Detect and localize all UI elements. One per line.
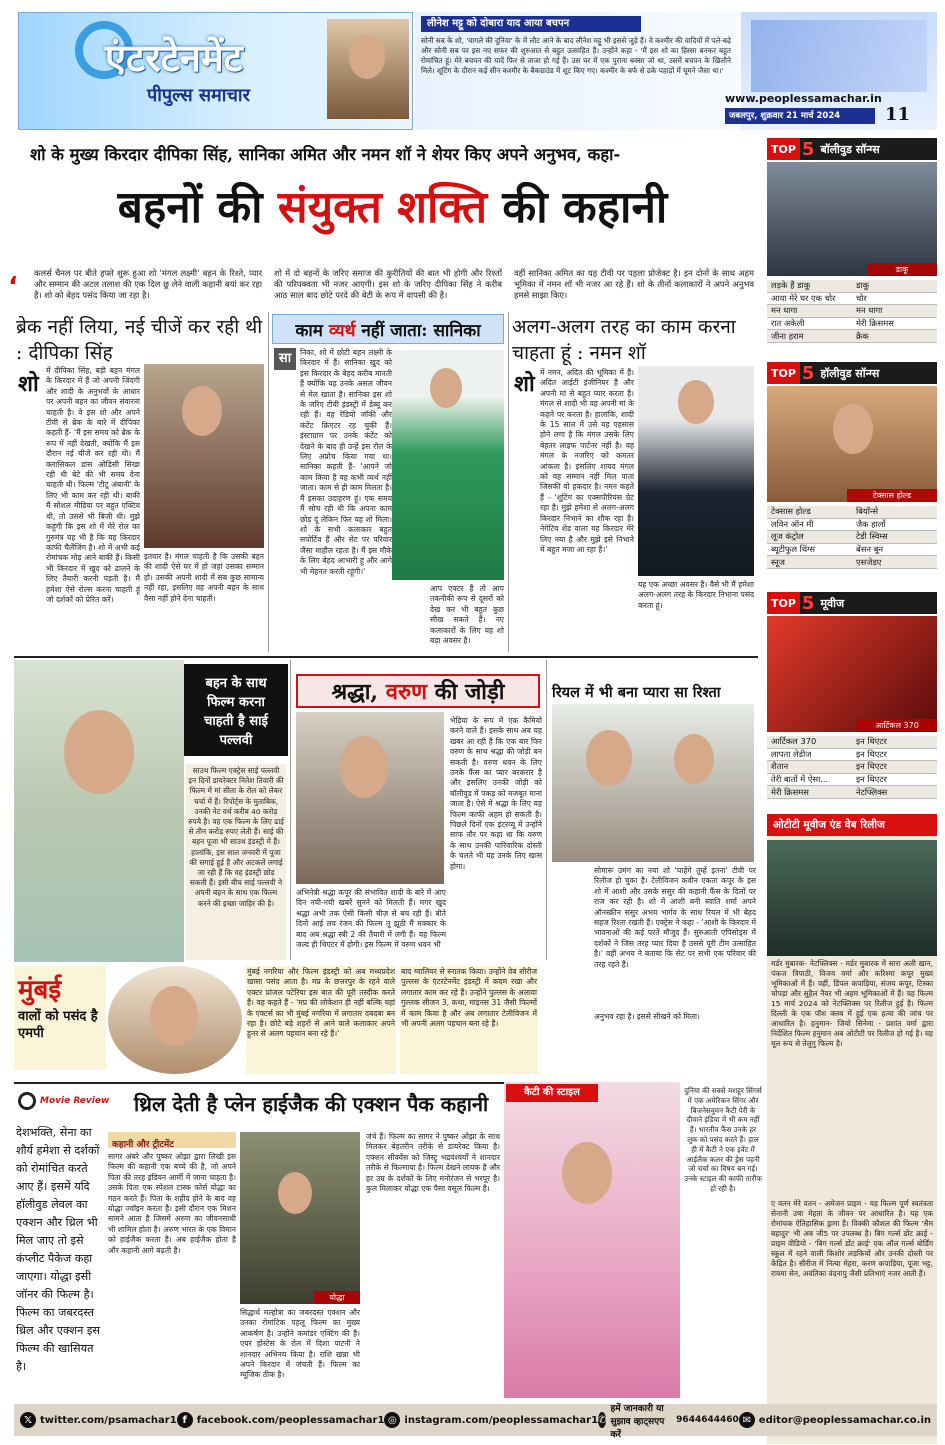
- mumbai-sub: वालों को पसंद है एमपी: [18, 1009, 98, 1041]
- instagram-icon: ◎: [384, 1412, 400, 1428]
- list-item-title: शैतान: [771, 761, 789, 772]
- five-label: 5: [801, 592, 815, 614]
- ott-body-2: ए वतन मेरे वतन - अमेजन प्राइम - यह फिल्म पूर्ण स्वतंत्रता सेनानी उषा मेहता के जीवन पर आधारित है। यह एक रोमांचक ऐतिहासिक ड्रामा है। विक्की कौशल की फिल्म 'सैम बहादुर' भी अब जी5 पर उपलब्ध है। बिग गर्ल्स डोंट क्राई - प्राइम वीडियो - 'बिग गर्ल्स डोंट क्राई' एक ऑल गर्ल्स बोर्डिंग स्कूल में रहने वाली किशोर लड़कियों और उनकी दोस्ती पर केंद्रित है। सीरीज में नित्या मेहरा, करण कपाड़िया, पूजा भट्ट, रायमा सेन, अवंतिका वंदनापु जैसी प्रतिभाएं नजर आती हैं।: [771, 1199, 933, 1278]
- list-item: [767, 506, 937, 519]
- list-item: [767, 305, 937, 318]
- footer-bar: [14, 1403, 937, 1440]
- bhumi-heading: रियल में भी बना प्यारा सा रिश्ता: [552, 684, 721, 701]
- list-item: [767, 749, 937, 762]
- ott-section: [767, 814, 937, 1444]
- music-graphic: [751, 20, 927, 92]
- face-shape: [430, 368, 462, 408]
- sanika-heading-highlight: व्यर्थ: [328, 320, 356, 341]
- whatsapp-text: हमें जानकारी या सुझाव व्हाट्सएप करें: [610, 1403, 665, 1440]
- review-badge-label: Movie Review: [40, 1096, 110, 1106]
- face-shape: [833, 404, 873, 454]
- review-body-3: जंचे हैं। फिल्म का सागर ने पुष्कर ओझा के साथ मिलकर बेहतरीन तरीके से डायरेक्ट किया है। एक्शन सीक्वेंस को जिस्ट्रू भद्रवंश्वर्यों ने शानदार तरीके से फिल्माया है। फिल्म देखने लायक है और हर उम्र के दर्शकों के लिए मनोरंजन से भरपूर है। कुल मिलाकर योद्धा एक पैसा वसूल फिल्म है।: [366, 1132, 500, 1194]
- lead-headline: [25, 175, 760, 235]
- face-shape: [678, 380, 714, 424]
- mumbai-body: मुंबई नगरिया और फिल्म इंडस्ट्री को अब मध्यप्रदेश खासा पसंद आता है। मप्र के छत्तरपुर के रहने वाले एक्टर प्रांजल पटेरिया इस बात की पूरी तस्दीक करते हैं। वह कहते हैं - 'मप्र की लोकेशन ही नहीं बल्कि यहां के एक्टर्स का भी मुंबई नगरिया में लगातार दबदबा बन रहा है। छोटे बड़े शहरों से आने वाले कलाकार अपने हुनर से अलग पहचान बना रहे हैं।': [246, 966, 396, 1074]
- list-item-title: आया मेरे घर एक चोर: [771, 292, 836, 303]
- sai-heading-box: [184, 664, 288, 756]
- shraddha-heading: [332, 676, 505, 706]
- list-item-title: मन धागा: [771, 305, 798, 316]
- face-shape: [182, 386, 222, 436]
- lead-kicker: शो के मुख्य किरदार दीपिका सिंह, सानिका अमित और नमन शॉ ने शेयर किए अपने अनुभव, कहा-: [30, 145, 621, 164]
- lead-intro-3: वहीं सानिका अमित का यह टीवी पर पहला प्रोजेक्ट है। इन दोनों के साथ अहम भूमिका में नमन शॉ भी नजर आ रहे हैं। शो के तीनों कलाकारों ने अपने अनुभव हमसे साझा किए।: [514, 268, 754, 300]
- shraddha-body-1: अभिनेत्री श्रद्धा कपूर की संभावित शादी के बारे में आए दिन नयी-नयी खबरें सुनने को मिलती हैं। मगर खुद श्रद्धा अभी तक ऐसी किसी चीज़ से बच रही हैं। बीते दिनों आई लव रंजन की फिल्म तू झूठी मैं मक्कार के बाद अब श्रद्धा स्त्री 2 की तैयारी में लगी हैं। यह फिल्म जल्द ही थिएटर में होगी। इस फिल्म में वरुण धवन भी: [296, 888, 446, 950]
- katy-body: दुनिया की सबसे मशहूर सिंगर्स में एक अमेरिकन सिंगर और बिजनेसवुमन कैटी पेरी के दीवाने इंडिया में भी कम नहीं हैं। भारतीय फैंस उनके हर लुक को पसंद करते हैं। हाल ही में कैटी ने एक इवेंट में आईलैक कलर की ड्रेस पहनी जो चर्चा का विषय बन गई। उनके स्टाइल की काफी तारीफ हो रही है।: [684, 1086, 762, 1193]
- website-url[interactable]: www.peoplessamachar.in: [725, 92, 882, 105]
- hollywood-caption: टेक्सास होल्ड: [847, 489, 937, 502]
- list-item-source: इन थिएटर: [856, 761, 887, 772]
- sanika-heading-part-1: काम: [295, 320, 329, 341]
- list-item-title: स्नूज: [771, 556, 785, 567]
- list-item: [767, 774, 937, 787]
- list-item-source: इन थिएटर: [856, 748, 887, 759]
- review-headline: थ्रिल देती है प्लेन हाईजैक की एक्शन पैक कहानी: [134, 1092, 489, 1116]
- sanika-photo: [392, 350, 504, 580]
- five-label: 5: [801, 362, 815, 384]
- facebook-handle: facebook.com/peoplessamachar1: [196, 1414, 385, 1426]
- list-item-title: टेक्सास होल्ड: [771, 506, 811, 517]
- story-title-bar: [421, 16, 641, 32]
- face-shape: [562, 1142, 612, 1204]
- column-rule: [268, 312, 269, 652]
- headline-part-2: की कहानी: [487, 182, 668, 233]
- list-item: [767, 531, 937, 544]
- review-photo: [240, 1132, 360, 1304]
- list-item-title: लापता लेडीज: [771, 748, 812, 759]
- deepika-dropcap: शो: [18, 371, 39, 397]
- lead-quote-mark: ‘: [8, 272, 18, 302]
- masthead: [18, 12, 413, 130]
- list-item-source: इन थिएटर: [856, 736, 887, 747]
- naman-dropcap: शो: [514, 371, 535, 397]
- face-shape: [586, 730, 632, 786]
- list-item: [767, 761, 937, 774]
- naman-body-2: यह एक अच्छा अवसर है। वैसे भी मैं हमेशा अलग-अलग तरह के किरदार निभाना पसंद करता हूं।: [638, 580, 754, 610]
- list-item-source: डाकू: [856, 280, 869, 291]
- ott-photo: [767, 840, 937, 956]
- list-item: [767, 280, 937, 293]
- deepika-heading: ब्रेक नहीं लिया, नई चीजें कर रही थी : दीपिका सिंह: [16, 316, 263, 364]
- header-portrait-photo: [327, 19, 409, 119]
- review-subhead: कहानी और ट्रीटमेंट: [112, 1140, 174, 1150]
- bollywood-title: बॉलीवुड सॉन्ग्स: [820, 142, 880, 156]
- dateline: [725, 108, 875, 124]
- list-item-title: लूज कंट्रोल: [771, 531, 804, 542]
- footer-facebook[interactable]: [177, 1412, 385, 1428]
- mumbai-title: मुंबई: [18, 975, 62, 1005]
- list-item: [767, 736, 937, 749]
- face-shape: [340, 736, 388, 798]
- list-item-source: एसजेडए: [856, 556, 882, 567]
- section-rule: [14, 656, 758, 658]
- mumbai-photo: [108, 966, 242, 1074]
- list-item-source: बियॉन्से: [856, 506, 879, 517]
- sanika-heading-part-2: नहीं जाता: सानिका: [355, 320, 481, 341]
- footer-twitter[interactable]: [20, 1412, 177, 1428]
- movies-list: [767, 736, 937, 799]
- list-item: [767, 556, 937, 569]
- katy-photo: [504, 1082, 680, 1398]
- review-body-1: सागर अंबरे और पुष्कर ओझा द्वारा लिखी इस फिल्म की कहानी एक बच्चे की है, जो अपने पिता की तरह इंडियन आर्मी में जाना चाहता है। उसके पिता एक स्पेशल टास्क फोर्स योद्धा का गठन करते हैं। पिता के शहीद होने के बाद वह योद्धा ज्वॉइन करता है। इसी दौरान एक मिशन सामने आता है जिसमें अरुण का जीवनसाथी भी शामिल होता है। अरुण भारत के एक विमान को हाईजैक करता है। अब हाईजैक होता है और कहानी आगे बढ़ती है।: [108, 1152, 236, 1255]
- bhumi-photo: [552, 704, 754, 862]
- face-shape: [674, 734, 714, 784]
- footer-instagram[interactable]: [384, 1412, 598, 1428]
- hollywood-photo: [767, 386, 937, 502]
- sanika-body-2: आप एक्टर हैं तो आप तकनीकी रूप से दूसरों को देख कर भी बहुत कुछ सीख सकते हैं। नए कलाकारों के लिए यह शो बड़ा अवसर है।: [430, 584, 504, 646]
- mumbai-block: [14, 966, 106, 1070]
- footer-email[interactable]: [739, 1412, 931, 1428]
- email-address: editor@peoplessamachar.co.in: [758, 1414, 931, 1426]
- list-item: [767, 544, 937, 557]
- shraddha-heading-box: [296, 674, 540, 708]
- twitter-handle: twitter.com/psamachar1: [40, 1414, 177, 1426]
- five-label: 5: [801, 138, 815, 160]
- review-body-2: सिद्धार्थ मल्होत्रा का जबरदस्त एक्शन और उनका रोमांटिक पहलू फिल्म का मुख्य आकर्षण है। उन्होंने कमांडर एक्टिंग की है। एयर होस्टेस के रोल में दिशा पाटनी ने शानदार अभिनय किया है। राशि खन्ना भी अपने किरदार में जंचती हैं। फिल्म का म्यूजिक ठीक है।: [240, 1308, 360, 1380]
- katy-label: कैटी की स्टाइल: [506, 1084, 598, 1102]
- sai-pallavi-photo: [14, 660, 184, 962]
- shraddha-heading-part-1: श्रद्धा,: [331, 679, 386, 705]
- ott-body: मर्डर मुबारक- नेटफ्लिक्स - मर्डर मुबारक में सारा अली खान, पंकज त्रिपाठी, विजय वर्मा और करिश्मा कपूर मुख्य भूमिकाओं में हैं। वहीं, डिंपल कपाड़िया, संजय कपूर, टिस्का चोपड़ा और सुहैल नैयर भी अहम भूमिकाओं में हैं। यह फिल्म 15 मार्च 2024 को नेटफ्लिक्स पर रिलीज हुई है। फिल्म दिल्ली के एक पॉश क्लब में हुई एक हत्या की जांच पर आधारित है। हनुमान- जियो सिनेमा - प्रशांत वर्मा द्वारा निर्देशित फिल्म हनुमान अब ओटीटी पर रिलीज हो गई है। यह मूल रूप से तेलुगु फिल्म है।: [771, 959, 933, 1048]
- shraddha-body-2: भेड़िया के रूप में एक कैमियो करने वाले हैं। इसके साथ अब यह खबर आ रही है कि एक बार फिर वरुण के साथ श्रद्धा की जोड़ी बन सकती है। वरुण धवन के लिए उनके फैंस का प्यार बरकरार है और इसलिए उनकी जोड़ी को बॉलीवुड में पकड़ को मजबूत माना जाता है। ऐसे में श्रद्धा के लिए यह फिल्म काफी अहम हो सकती है। पिछले दिनों एक इंटरव्यू में उन्होंने साफ तौर पर कहा था कि वरुण के साथ उनकी पारिवारिक दोस्ती के चलते भी यह उनके लिए खास होगा।: [450, 716, 542, 871]
- ott-title: ओटीटी मूवीज एंड वेब रिलीज: [767, 814, 937, 836]
- page-number: 11: [885, 104, 911, 125]
- list-item: [767, 318, 937, 331]
- twitter-icon: 𝕏: [20, 1412, 36, 1428]
- naman-heading: अलग-अलग तरह का काम करना चाहता हूं : नमन शॉ: [512, 316, 736, 364]
- face-shape: [150, 986, 198, 1046]
- list-item-title: जीना हराम: [771, 330, 804, 341]
- face-shape: [278, 1172, 312, 1214]
- deepika-body-2: इतवार है। मंगल चाहती है कि उसकी बहन की शादी ऐसे घर में हो जहां उसका सम्मान हो। उसकी अपनी शादी में सब कुछ सामान्य नहीं रहा, इसलिए वह अपनी बहन के साथ वैसा नहीं होने देना चाहती।: [144, 552, 264, 603]
- sanika-heading-box: [272, 314, 504, 344]
- story-text: सोनी सब के शो, 'वागले की दुनिया' के में लौट आने के बाद लीनेश मट्टू भी इससे जुड़े हैं। वे कश्मीर की वादियों में पले-बढ़े और सोनी सब पर इस नए सफर की शुरुआत से बहुत उत्साहित हैं। उन्होंने कहा - 'मैं इस शो का हिस्सा बनकर बहुत रोमांचित हूं। मेरे बचपन की यादें फिर से ताजा हो गई हैं। उस घर में एक पुराना बक्सा जो था, उसमें बचपन के खिलौने मिले। शूटिंग के दौरान कई सीन कश्मीर के बैकग्राउंड में शूट किए गए। कश्मीर के बर्फ से ढके पहाड़ों में घूमने जैसा था।': [421, 36, 731, 75]
- whatsapp-icon: ✆: [598, 1412, 606, 1428]
- mumbai-body-2: बाद ग्वालियर से स्नातक किया। उन्होंने वेब सीरीज पुल्लस के एंटरटेनमेंट इंडस्ट्री में कदम रखा और लगातार काम कर रहे हैं। उन्होंने पुल्लस के अलावा गुल्लक सीजन 3, कथा, माइनस 31 जैसी फिल्मों में काम किया है और अब लगातार टेलीविजन में भी अपनी अलग पहचान बना रहे हैं।: [400, 966, 538, 1074]
- shraddha-photo: [296, 712, 444, 884]
- sidebar-hollywood-title: [767, 362, 937, 384]
- review-subhead-bar: [108, 1132, 236, 1148]
- movies-photo: [767, 616, 937, 732]
- list-item: [767, 330, 937, 343]
- list-item-title: लड़के हैं डाकू: [771, 280, 811, 291]
- list-item: [767, 519, 937, 532]
- column-rule: [508, 312, 509, 652]
- list-item: [767, 293, 937, 306]
- bhumi-body: सोमारू उमंग का नया शो 'चाहेंगे तुम्हें इतना' टीवी पर रिलीज हो चुका है। टेलीविजन कवीन एकता कपूर के इस शो में आशी और उसके ससुर की कहानी फैंस के दिलों पर राज कर रही है। शो में आशी बनी स्वाति शर्मा अपने ऑनस्क्रीन ससुर अभय भार्गव के साथ रियल में भी बेहद सहज रिश्ता रखती हैं। एक्ट्रेस ने कहा - 'आशी के किरदार में भावनाओं की कई परतें मौजूद हैं। सुरुआती एपिसोड्स में दर्शकों ने जिस तरह प्यार दिया है उससे पूरी टीम उत्साहित है।' वहीं अभय ने बताया कि सेट पर सभी एक परिवार की तरह रहते हैं।: [594, 866, 756, 969]
- top-label: TOP: [767, 138, 800, 160]
- movies-title: मूवीज: [820, 596, 845, 610]
- lead-intro-2: शो में दो बहनों के जरिए समाज की कुरीतियों की बात भी होगी और रिश्तों की परिपक्वता भी नजर आएगी। इस शो के जरिए दीपिका सिंह ने करीब आठ साल बाद छोटे परदे की बेटी के रूप में वापसी की है।: [274, 268, 502, 300]
- sanika-body: निका, शो में छोटी बहन लक्ष्मी के किरदार में हैं। सानिका खुद को इस किरदार के बेहद करीब मानती हैं क्योंकि यह उनके असल जीवन से मेल खाता है। सानिका इस शो के जरिए टीवी इंडस्ट्री में डेब्यू कर रही हैं। वह रेडियो जॉकी और कंटेंट क्रिएटर रह चुकी हैं। इंस्टाग्राम पर उनके कंटेंट को देखने के बाद ही उन्हें इस रोल के लिए अप्रोच किया गया था। सानिका कहती हैं- 'आपने जो काम किया है वह कभी व्यर्थ नहीं जाता। काम से ही काम मिलता है। मैं इसका उदाहरण हूं। एक समय मैं सोच रही थी कि अपना काम छोड़ दूं लेकिन फिर यह शो मिला। शो के सभी कलाकार बहुत सपोर्टिव हैं और सेट पर परिवार जैसा माहौल रहता है। मैं इस मौके के लिए बेहद आभारी हूं और आगे भी मेहनत करती रहूंगी।': [300, 348, 392, 576]
- list-item-source: क्रैक: [856, 330, 869, 341]
- sai-heading: बहन के साथ फिल्म करना चाहती है साई पल्लवी: [204, 676, 268, 748]
- sidebar-bollywood-title: [767, 138, 937, 160]
- hollywood-list: [767, 506, 937, 569]
- top-label: TOP: [767, 362, 800, 384]
- list-item-title: रात अकेली: [771, 318, 805, 329]
- list-item-title: आर्टिकल 370: [771, 736, 817, 747]
- list-item-source: इन थिएटर: [856, 774, 887, 785]
- instagram-handle: instagram.com/peoplessamachar1: [404, 1414, 599, 1426]
- list-item-source: बेंसन बून: [856, 544, 883, 555]
- brand-subtitle: पीपुल्स समाचार: [147, 85, 250, 106]
- header-story: [415, 12, 741, 130]
- top-label: TOP: [767, 592, 800, 614]
- list-item-source: मन धागा: [856, 305, 883, 316]
- naman-photo: [638, 366, 754, 576]
- list-item-source: चोर: [856, 292, 867, 303]
- bollywood-list: [767, 280, 937, 343]
- list-item-source: नेटफ्लिक्स: [856, 786, 888, 797]
- lead-intro-1: कलर्स चैनल पर बीते हफ्ते शुरू हुआ शो 'मंगल लक्ष्मी' बहन के रिश्ते, प्यार और सम्मान की अटल तलाश की एक दिल छू लेने वाली कहानी बयां कर रहा है। शो को बेहद पसंद किया जा रहा है।: [34, 268, 262, 300]
- list-item-title: लविन ऑन मी: [771, 518, 814, 529]
- column-rule: [290, 660, 291, 960]
- movies-caption: आर्टिकल 370: [857, 719, 937, 732]
- headline-highlight: संयुक्त शक्ति: [277, 182, 488, 233]
- story-title: लीनेश मट्टू को दोबारा याद आया बचपन: [427, 18, 570, 29]
- dateline-text: जबलपुर, शुक्रवार 21 मार्च 2024: [729, 111, 841, 121]
- section-rule: [14, 1082, 544, 1084]
- footer-whatsapp[interactable]: [598, 1401, 739, 1440]
- sanika-dropcap: सा: [274, 348, 296, 370]
- list-item-source: मेरी क्रिसमस: [856, 318, 894, 329]
- face-shape: [64, 710, 134, 794]
- review-badge: [18, 1090, 118, 1112]
- review-side-text: देशभक्ति, सेना का शौर्य हमेशा से दर्शकों को रोमांचित करते आए हैं। इसमें यदि हॉलीवुड लेवल का एक्शन और थ्रिल भी मिल जाए तो इसे कंप्लीट पैकेज कहा जाएगा। योद्धा इसी जॉनर की फिल्म है। फिल्म का जबरदस्त थ्रिल और एक्शन इस फिल्म की खासियत है।: [16, 1126, 100, 1373]
- headline-part-1: बहनों की: [117, 182, 278, 233]
- bollywood-caption: डाकू: [867, 263, 937, 276]
- naman-body: में नमन, अदित की भूमिका में हैं। अदित आईटी इंजीनियर है और अपनी मां से बहुत प्यार करता है। मंगल से शादी भी वह अपनी मां के कहने पर करता है। हालांकि, शादी के 15 साल में उसे यह एहसास होने लगा है कि मंगल उसके लिए बेहतर लाइफ पार्टनर नहीं है। वह मंगल के नजरिए को कमतर आंकता है। इसलिए शायद मंगल को वह सम्मान नहीं मिल पाता जिसकी वो हकदार है। नमन कहते हैं - 'शूटिंग का एक्सपीरियंस ग्रेट रहा है। मुझे हमेशा से अलग-अलग किरदार निभाने का शौक रहा है। नेगेटिव शेड वाला यह किरदार मेरे लिए नया है और मुझे इसे निभाने में बहुत मजा आ रहा है।': [540, 368, 634, 554]
- list-item-source: जैक हार्लो: [856, 518, 886, 529]
- list-item-title: मेरी क्रिसमस: [771, 786, 809, 797]
- bollywood-photo: [767, 162, 937, 276]
- column-rule: [546, 660, 547, 960]
- shraddha-heading-part-2: की जोड़ी: [427, 679, 505, 705]
- sidebar-movies-title: [767, 592, 937, 614]
- whatsapp-number: 9644644460: [676, 1415, 739, 1425]
- header-right: [725, 12, 937, 130]
- deepika-photo: [144, 364, 264, 548]
- deepika-body: में दीपिका सिंह, बड़ी बहन मंगल के किरदार में हैं जो अपनी जिंदगी और शादी के अनुभवों के आधार पर अपनी बहन का जीवन संवारना चाहती है। वे इस शो और अपने टीवी से ब्रेक के बारे में दीपिका कहती हैं- 'मैं इस समय को ब्रेक के रूप में नहीं देखती, क्योंकि मैं इस दौरान नई चीजें कर रही थी। मैं क्लासिकल डांस ओडिसी सिखा रही थी बेटे की भी समय देना चाहती थी। फिल्म 'टीटू अंबानी' के लिए भी काम कर रही थी। बाकी मैं सोशल मीडिया पर बहुत एक्टिव थी, तो उससे भी बिजी थी। मुझे कहूंगी कि इस शो में मेरे रोल का गुरुमंत्र यह भी है कि यह किरदार काफी चैलेंजिंग है। शो में अभी कई रोमांचक मोड़ आने बाकी हैं। किसी भी किरदार में खुद को ढालने के लिए तैयारी करनी पड़ती है। मैं हमेशा ऐसे रोल्स करना चाहती हूं जो दर्शकों को प्रेरित करें।: [46, 366, 140, 604]
- shraddha-heading-highlight: वरुण: [385, 679, 428, 705]
- sanika-heading: [295, 318, 480, 341]
- review-photo-caption: योद्धा: [314, 1291, 360, 1304]
- hollywood-title: हॉलीवुड सॉन्ग्स: [820, 366, 880, 380]
- list-item-source: टेडी स्विम्स: [856, 531, 888, 542]
- brand-title: एंटरटेनमेंट: [105, 35, 243, 80]
- bhumi-body-2: अनुभव रहा है। इससे सीखने को मिला।: [594, 1012, 700, 1021]
- face-shape: [349, 35, 385, 79]
- facebook-icon: f: [177, 1412, 193, 1428]
- sai-body: साउथ फिल्म एक्ट्रेस साई पल्लवी इन दिनों डायरेक्टर नितेश तिवारी की फिल्म में मां सीता के रोल को लेकर चर्चा में हैं। रिपोर्ट्स के मुताबिक, उनकी नेट वर्थ करीब 40 करोड़ रुपये है। वह एक फिल्म के लिए ढाई से तीन करोड़ रुपए लेती हैं। साई की बहन पूजा भी साउथ इंडस्ट्री में हैं। हालांकि, इस साल जनवरी में पूजा की सगाई हुई है और अटकलें लगाई जा रही हैं कि वह इंडस्ट्री छोड़ सकती हैं। इसी बीच साई पल्लवी ने अपनी बहन के साथ एक फिल्म करने की इच्छा जाहिर की है।: [186, 764, 286, 960]
- list-item-title: ब्यूटीफुल थिंग्स: [771, 544, 815, 555]
- film-reel-icon: [18, 1092, 36, 1110]
- list-item: [767, 786, 937, 799]
- mail-icon: ✉: [739, 1412, 755, 1428]
- list-item-title: तेरी बातों में ऐसा...: [771, 774, 829, 785]
